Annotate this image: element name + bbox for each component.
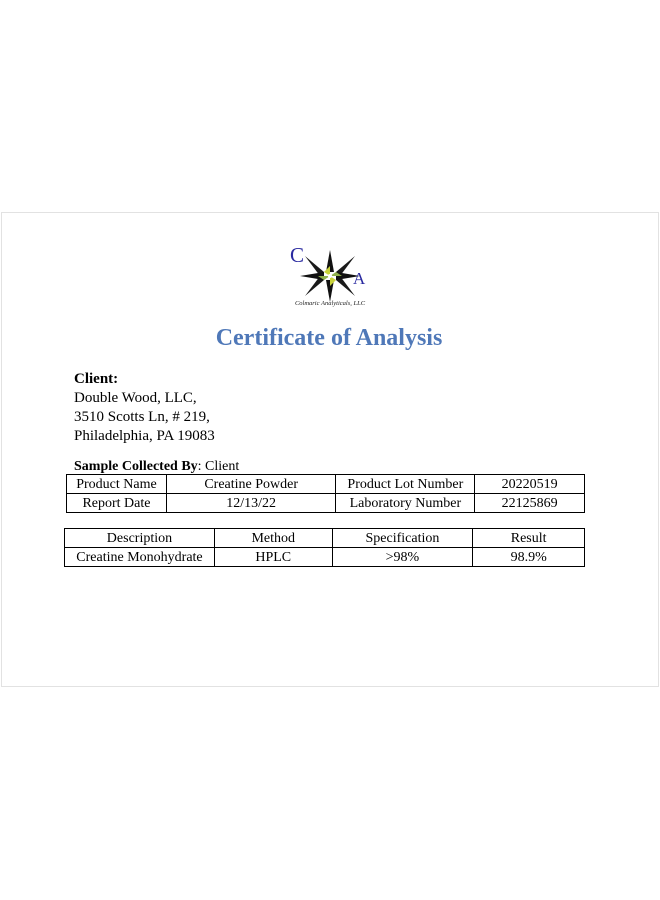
table-cell: >98% — [332, 548, 473, 567]
client-street: 3510 Scotts Ln, # 219, — [74, 409, 210, 425]
logo-company-name: Colmaric Analyticals, LLC — [294, 300, 366, 307]
sample-collected-label: Sample Collected By — [74, 459, 198, 474]
table-cell: 22125869 — [475, 494, 585, 513]
table-cell: Report Date — [67, 494, 167, 513]
table-cell: 20220519 — [475, 475, 585, 494]
table-cell: HPLC — [214, 548, 332, 567]
table-row — [67, 494, 585, 513]
client-name: Double Wood, LLC, — [74, 390, 197, 406]
client-label: Client: — [74, 371, 119, 387]
column-header: Method — [214, 529, 332, 548]
results-table — [64, 528, 585, 567]
column-header: Result — [473, 529, 585, 548]
sample-collected-value: : Client — [197, 459, 240, 474]
table-cell: Product Lot Number — [336, 475, 475, 494]
logo-letter-c: C — [290, 243, 305, 267]
sample-collected-by — [74, 458, 239, 475]
table-cell: Creatine Powder — [166, 475, 336, 494]
table-cell: 98.9% — [473, 548, 585, 567]
table-row — [67, 475, 585, 494]
column-header: Specification — [332, 529, 473, 548]
table-cell: Creatine Monohydrate — [65, 548, 215, 567]
table-cell: Laboratory Number — [336, 494, 475, 513]
table-row — [65, 548, 585, 567]
table-cell: Product Name — [67, 475, 167, 494]
column-header: Description — [65, 529, 215, 548]
client-block — [74, 370, 215, 446]
logo-letter-a: A — [353, 269, 366, 288]
page-title: Certificate of Analysis — [215, 325, 443, 351]
company-logo — [278, 243, 382, 312]
table-cell: 12/13/22 — [166, 494, 336, 513]
table-header-row — [65, 529, 585, 548]
client-city: Philadelphia, PA 19083 — [74, 428, 215, 444]
product-info-table — [66, 474, 585, 513]
